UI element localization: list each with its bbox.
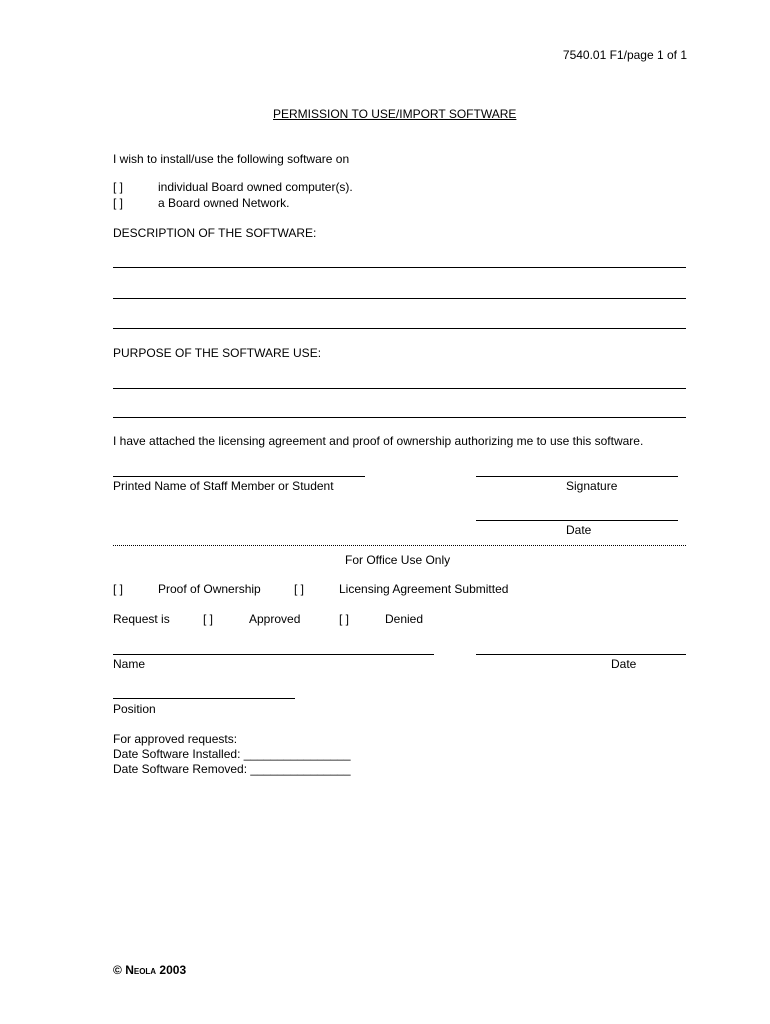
- copyright-year: 2003: [159, 963, 187, 977]
- approved-requests-label: For approved requests:: [113, 732, 238, 746]
- purpose-line-1[interactable]: [113, 388, 686, 389]
- copyright-symbol: ©: [113, 963, 122, 977]
- position-line[interactable]: [113, 698, 295, 699]
- intro-text: I wish to install/use the following software on: [113, 152, 350, 166]
- form-title: PERMISSION TO USE/IMPORT SOFTWARE: [273, 107, 517, 121]
- date-removed-field[interactable]: Date Software Removed: _______________: [113, 762, 351, 776]
- date-label: Date: [566, 523, 592, 537]
- office-name-line[interactable]: [113, 654, 434, 655]
- copyright-notice: [113, 963, 186, 977]
- position-label: Position: [113, 702, 156, 716]
- licensing-agreement-label: Licensing Agreement Submitted: [339, 582, 509, 596]
- denied-checkbox[interactable]: [ ]: [339, 612, 350, 626]
- option-computers-checkbox[interactable]: [ ]: [113, 180, 124, 194]
- proof-of-ownership-label: Proof of Ownership: [158, 582, 261, 596]
- office-date-label: Date: [611, 657, 637, 671]
- office-use-heading: For Office Use Only: [345, 553, 451, 567]
- printed-name-line[interactable]: [113, 476, 365, 477]
- description-line-1[interactable]: [113, 267, 686, 268]
- date-installed-field[interactable]: Date Software Installed: ________________: [113, 747, 351, 761]
- date-line[interactable]: [476, 520, 678, 521]
- signature-label: Signature: [566, 479, 618, 493]
- description-line-2[interactable]: [113, 298, 686, 299]
- purpose-line-2[interactable]: [113, 417, 686, 418]
- signature-line[interactable]: [476, 476, 678, 477]
- office-name-label: Name: [113, 657, 146, 671]
- office-separator: [113, 545, 686, 546]
- option-network-checkbox[interactable]: [ ]: [113, 196, 124, 210]
- approved-checkbox[interactable]: [ ]: [203, 612, 214, 626]
- option-computers-label: individual Board owned computer(s).: [158, 180, 353, 194]
- option-network-label: a Board owned Network.: [158, 196, 290, 210]
- denied-label: Denied: [385, 612, 424, 626]
- approved-label: Approved: [249, 612, 301, 626]
- copyright-brand: Neola: [125, 963, 157, 977]
- printed-name-label: Printed Name of Staff Member or Student: [113, 479, 334, 493]
- description-line-3[interactable]: [113, 328, 686, 329]
- attestation-text: I have attached the licensing agreement and proof of ownership authorizing me to use this software.: [113, 434, 644, 448]
- page-reference: 7540.01 F1/page 1 of 1: [562, 48, 687, 62]
- office-date-line[interactable]: [476, 654, 686, 655]
- proof-of-ownership-checkbox[interactable]: [ ]: [113, 582, 124, 596]
- description-label: DESCRIPTION OF THE SOFTWARE:: [113, 226, 317, 240]
- request-is-label: Request is: [113, 612, 170, 626]
- purpose-label: PURPOSE OF THE SOFTWARE USE:: [113, 346, 322, 360]
- licensing-agreement-checkbox[interactable]: [ ]: [294, 582, 305, 596]
